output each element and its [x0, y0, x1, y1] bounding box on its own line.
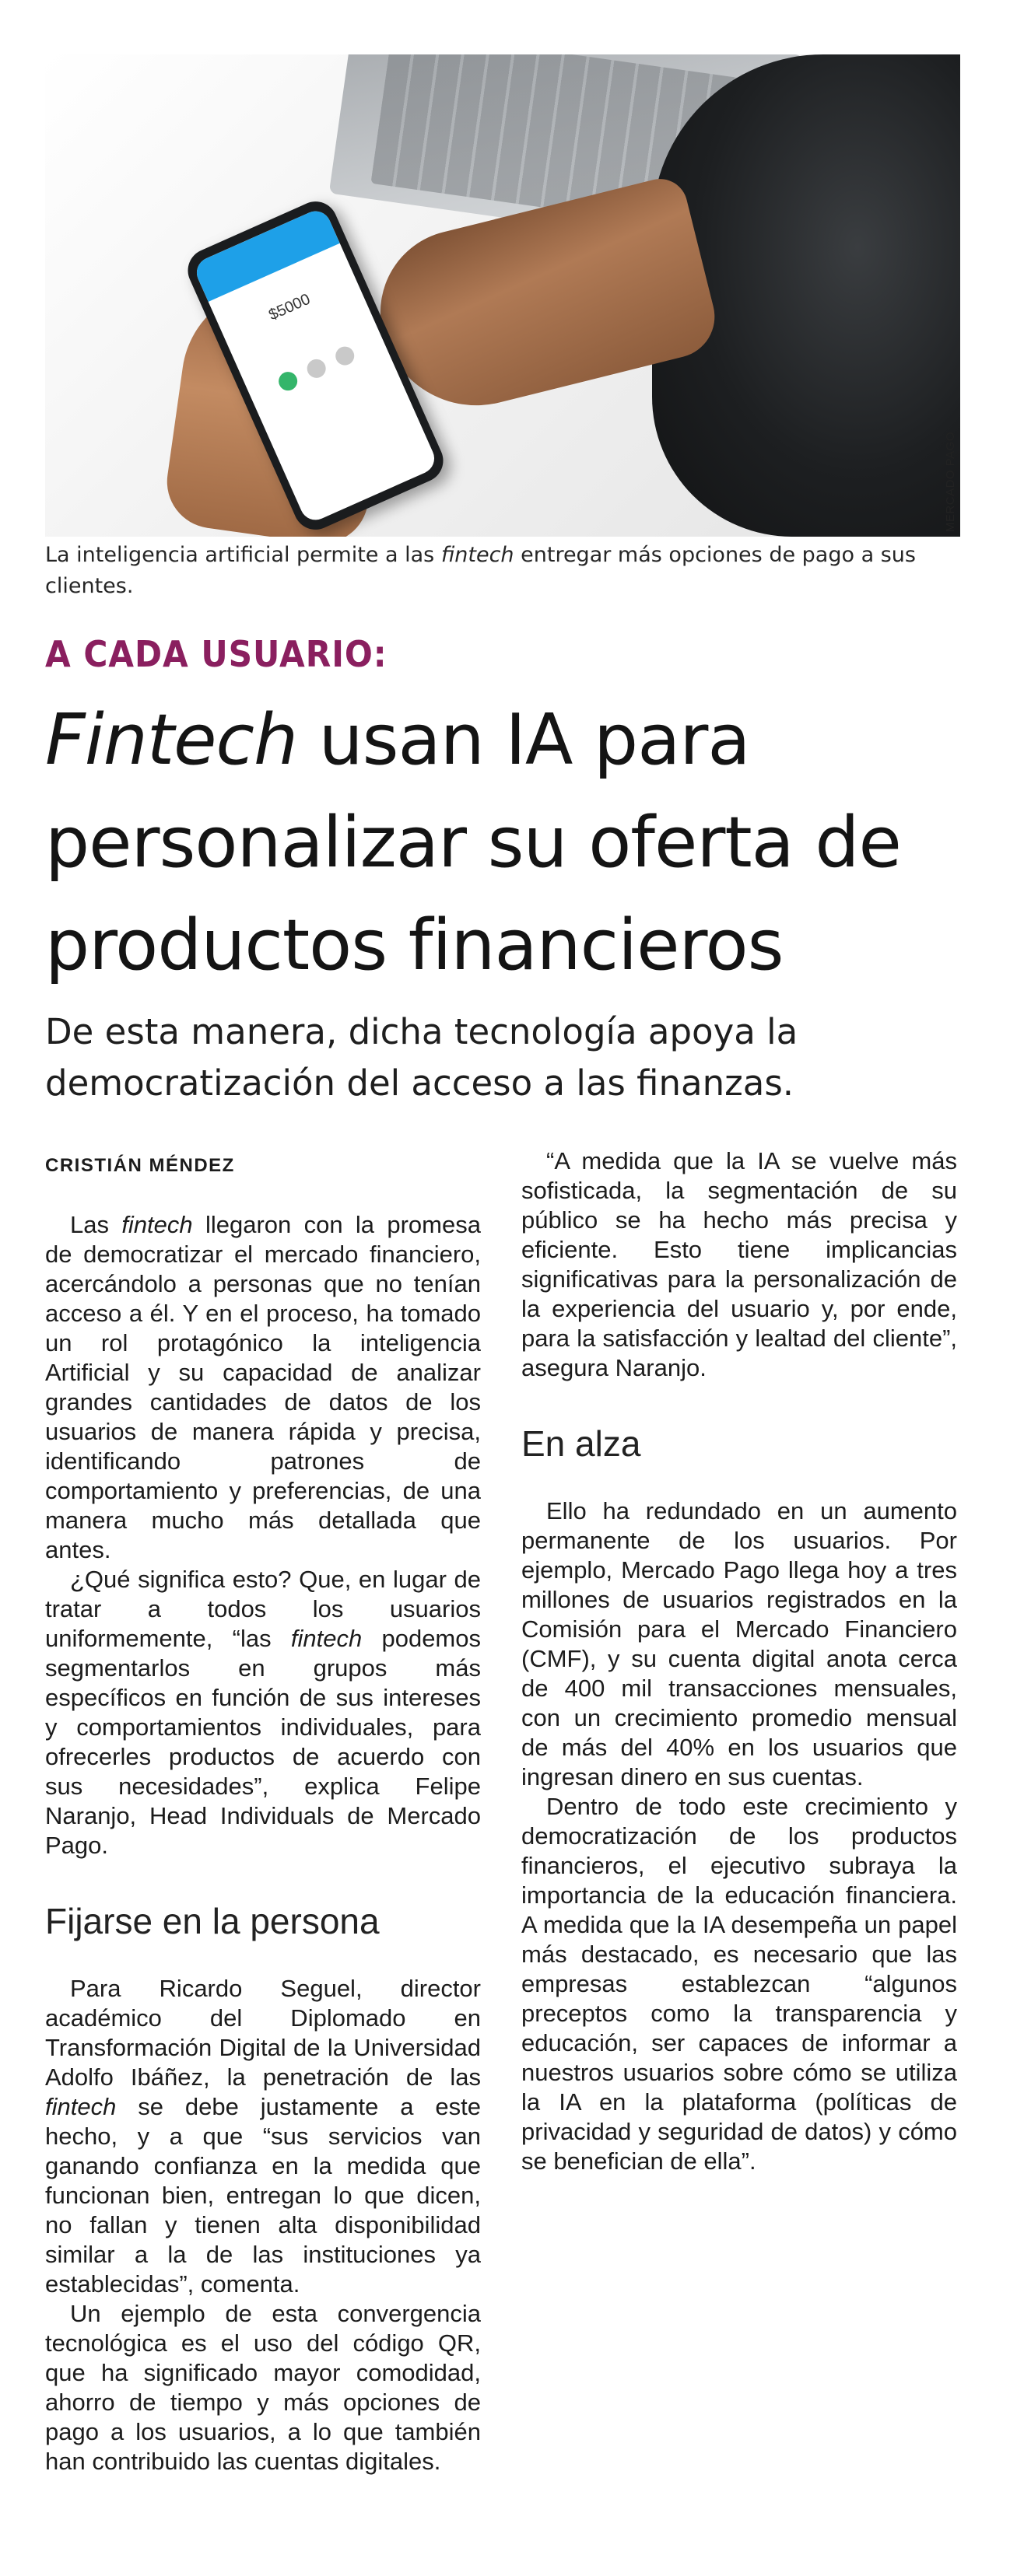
text-run: se debe justamente a este hecho, y a que “sus servicios van ganando confianza en la medida que funcionan bien, entregan lo que dicen, no fallan y tienen alta disponibilidad similar a la de las instituciones ya establecidas”, comenta. — [45, 2093, 481, 2298]
text-run: Las — [70, 1211, 122, 1238]
photo-caption — [45, 540, 960, 602]
kicker: A CADA USUARIO: — [45, 633, 388, 675]
phone-grey-button-icon — [332, 344, 357, 369]
italic-term: fintech — [45, 2093, 117, 2120]
photo-credit: MERCADO PAGO — [944, 431, 957, 532]
section-heading-fijarse: Fijarse en la persona — [45, 1901, 380, 1941]
headline — [45, 689, 979, 997]
subheadline: De esta manera, dicha tecnología apoya la democratización del acceso a las finanzas. — [45, 1011, 798, 1104]
phone-amount: $5000 — [266, 290, 314, 324]
phone-grey-button-icon — [304, 356, 329, 381]
article-column-right — [521, 1146, 957, 2176]
caption-text: La inteligencia artificial permite a las — [45, 543, 441, 567]
caption-italic: fintech — [440, 543, 514, 567]
phone-green-button-icon — [275, 369, 300, 394]
italic-term: fintech — [121, 1211, 193, 1238]
paragraph — [45, 1210, 481, 1565]
paragraph: Ello ha redundado en un aumento permanente de los usuarios. Por ejemplo, Mercado Pago llega hoy a tres millones de usuarios registrados en la Comisión para el Mercado Financiero (CMF), y su cuenta digital anota cerca de 400 mil transacciones mensuales, con un crecimiento promedio mensual de más del 40% en los usuarios que ingresan dinero en sus cuentas. — [521, 1497, 957, 1790]
paragraph: Un ejemplo de esta convergencia tecnológica es el uso del código QR, que ha significado mayor comodidad, ahorro de tiempo y más opciones de pago a los usuarios, a lo que también han contribuido las cuentas digitales. — [45, 2300, 481, 2475]
paragraph: “A medida que la IA se vuelve más sofisticada, la segmentación de su público se ha hecho más precisa y eficiente. Esto tiene implicancias significativas para la personalización de la experiencia del usuario y, por ende, para la satisfacción y lealtad del cliente”, asegura Naranjo. — [521, 1147, 957, 1381]
article-column-left — [45, 1146, 481, 2476]
italic-term: fintech — [290, 1625, 363, 1652]
headline-italic: Fintech — [45, 699, 297, 781]
paragraph — [45, 1974, 481, 2299]
text-run: podemos segmentarlos en grupos más específicos en función de sus intereses y comportamientos individuales, para ofrecerles productos de acuerdo con sus necesidades”, explica Felipe Naranjo, Head Individuals de Mercado Pago. — [45, 1625, 481, 1859]
paragraph: Dentro de todo este crecimiento y democratización de los productos financieros, el ejecutivo subraya la importancia de la educación financiera. A medida que la IA desempeña un papel más destacado, es necesario que las empresas establezcan “algunos preceptos como la transparencia y educación, ser capaces de informar a nuestros usuarios sobre cómo se utiliza la IA en la plataforma (políticas de privacidad y seguridad de datos) y cómo se benefician de ella”. — [521, 1793, 957, 2175]
byline: CRISTIÁN MÉNDEZ — [45, 1155, 235, 1176]
paragraph — [45, 1565, 481, 1860]
article-photo — [45, 54, 960, 537]
caption-text-end: entregar más opciones de pago a sus clientes. — [45, 543, 916, 598]
text-run: llegaron con la promesa de democratizar el mercado financiero, acercándolo a personas que no tenían acceso a él. Y en el proceso, ha tomado un rol protagónico la inteligencia Artificial y su capacidad de analizar grandes cantidades de datos de los usuarios de manera rápida y precisa, identificando patrones de comportamiento y preferencias, de una manera mucho más detallada que antes. — [45, 1211, 481, 1563]
text-run: Para Ricardo Seguel, director académico del Diplomado en Transformación Digital de la Universidad Adolfo Ibáñez, la penetración de las — [45, 1975, 481, 2091]
headline-rest: usan IA para personalizar su oferta de productos financieros — [45, 699, 901, 986]
section-heading-alza: En alza — [521, 1423, 641, 1464]
text-run: ¿Qué significa esto? Que, en lugar de tratar a todos los usuarios uniformemente, “las — [45, 1566, 481, 1652]
